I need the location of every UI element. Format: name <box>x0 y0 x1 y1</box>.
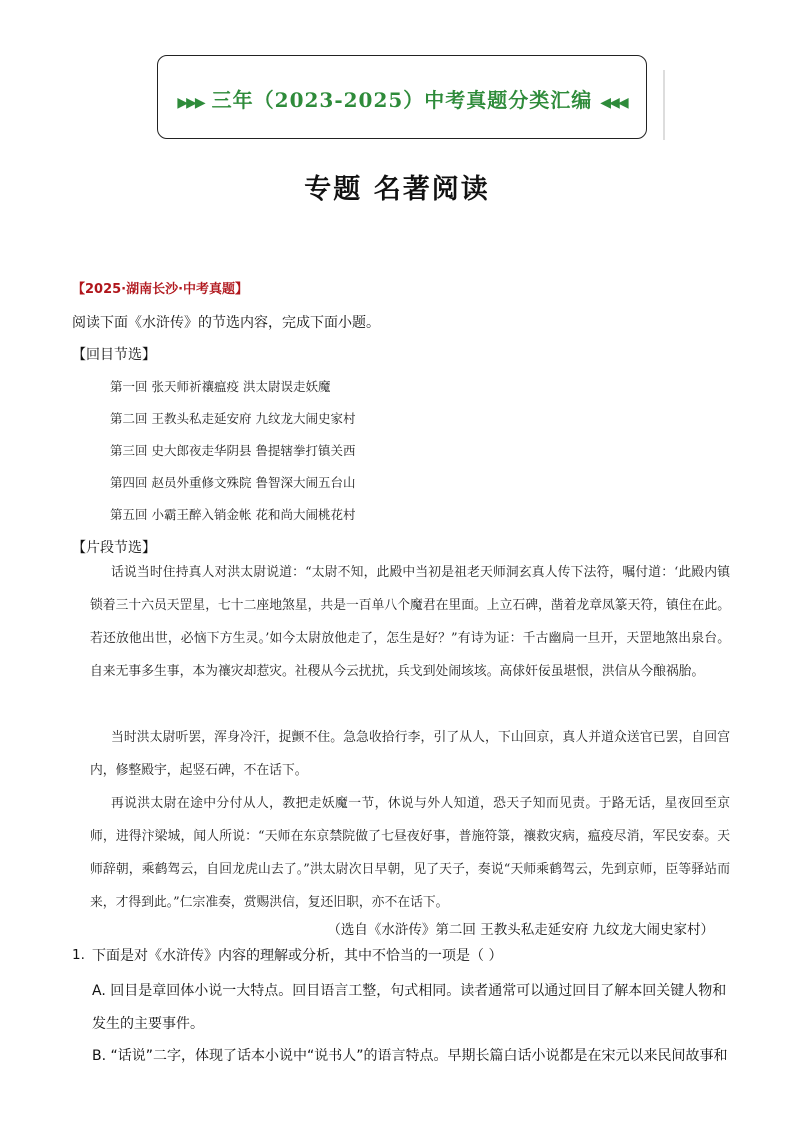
source-tag: 【2025·湖南长沙·中考真题】 <box>72 282 249 297</box>
header-banner <box>157 55 647 139</box>
option-label: B. <box>92 1048 107 1064</box>
option-a <box>92 975 732 1041</box>
excerpt-paragraph: 再说洪太尉在途中分付从人，教把走妖魔一节，休说与外人知道，恐天子知而见责。于路无话，星夜回至京师，进得汴梁城，闻人所说：“天师在东京禁院做了七昼夜好事，普施符箓，禳救灾病，瘟疫尽消，军民安泰。天师辞朝，乘鹤驾云，自回龙虎山去了。”洪太尉次日早朝，见了天子，奏说“天师乘鹤驾云，先到京师，臣等驿站而来，才得到此。”仁宗准奏，赏赐洪信，复还旧职，亦不在话下。 <box>90 796 730 910</box>
question-number: 1. <box>72 947 85 963</box>
chapter-item: 第三回 史大郎夜走华阴县 鲁提辖拳打镇关西 <box>110 443 356 458</box>
chapter-item: 第二回 王教头私走延安府 九纹龙大闹史家村 <box>110 411 356 426</box>
option-label: A. <box>92 983 106 999</box>
page-title: 专题 名著阅读 <box>304 174 490 205</box>
chapter-item: 第一回 张天师祈禳瘟疫 洪太尉误走妖魔 <box>110 379 331 394</box>
option-b <box>92 1040 732 1073</box>
citation: （选自《水浒传》第二回 王教头私走延安府 九纹龙大闹史家村） <box>327 922 714 938</box>
option-text: 回目是章回体小说一大特点。回目语言工整，句式相同。读者通常可以通过回目了解本回关键人物和发生的主要事件。 <box>92 983 727 1032</box>
chapter-item: 第五回 小霸王醉入销金帐 花和尚大闹桃花村 <box>110 507 356 522</box>
question-text: 下面是对《水浒传》内容的理解或分析，其中不恰当的一项是（ ） <box>92 948 503 964</box>
banner-text <box>158 84 646 113</box>
section-label-chapters: 【回目节选】 <box>72 347 156 363</box>
left-arrows-icon: ◀◀◀ <box>600 95 627 111</box>
excerpt-paragraph: 话说当时住持真人对洪太尉说道：“太尉不知，此殿中当初是祖老天师洞玄真人传下法符，嘱付道：‘此殿内镇锁着三十六员天罡星，七十二座地煞星，共是一百单八个魔君在里面。上立石碑，凿着龙章凤篆天符，镇住在此。若还放他出世，必恼下方生灵。’如今太尉放他走了，怎生是好？”有诗为证：千古幽扃一旦开，天罡地煞出泉台。自来无事多生事，本为禳灾却惹灾。社稷从今云扰扰，兵戈到处闹垓垓。高俅奸佞虽堪恨，洪信从今酿祸胎。 <box>90 565 730 679</box>
banner-title: 三年（2023-2025）中考真题分类汇编 <box>211 88 593 112</box>
chapter-item: 第四回 赵员外重修文殊院 鲁智深大闹五台山 <box>110 475 356 490</box>
section-label-excerpt: 【片段节选】 <box>72 540 156 556</box>
excerpt-paragraph: 当时洪太尉听罢，浑身冷汗，捉颤不住。急急收拾行李，引了从人，下山回京，真人并道众送官已罢，自回宫内，修整殿宇，起竖石碑，不在话下。 <box>90 730 730 778</box>
banner-shadow <box>663 70 665 140</box>
right-arrows-icon: ▶▶▶ <box>177 95 204 111</box>
option-text: “话说”二字，体现了话本小说中“说书人”的语言特点。早期长篇白话小说都是在宋元以来民间故事和 <box>110 1048 728 1064</box>
intro-text: 阅读下面《水浒传》的节选内容，完成下面小题。 <box>72 315 380 331</box>
